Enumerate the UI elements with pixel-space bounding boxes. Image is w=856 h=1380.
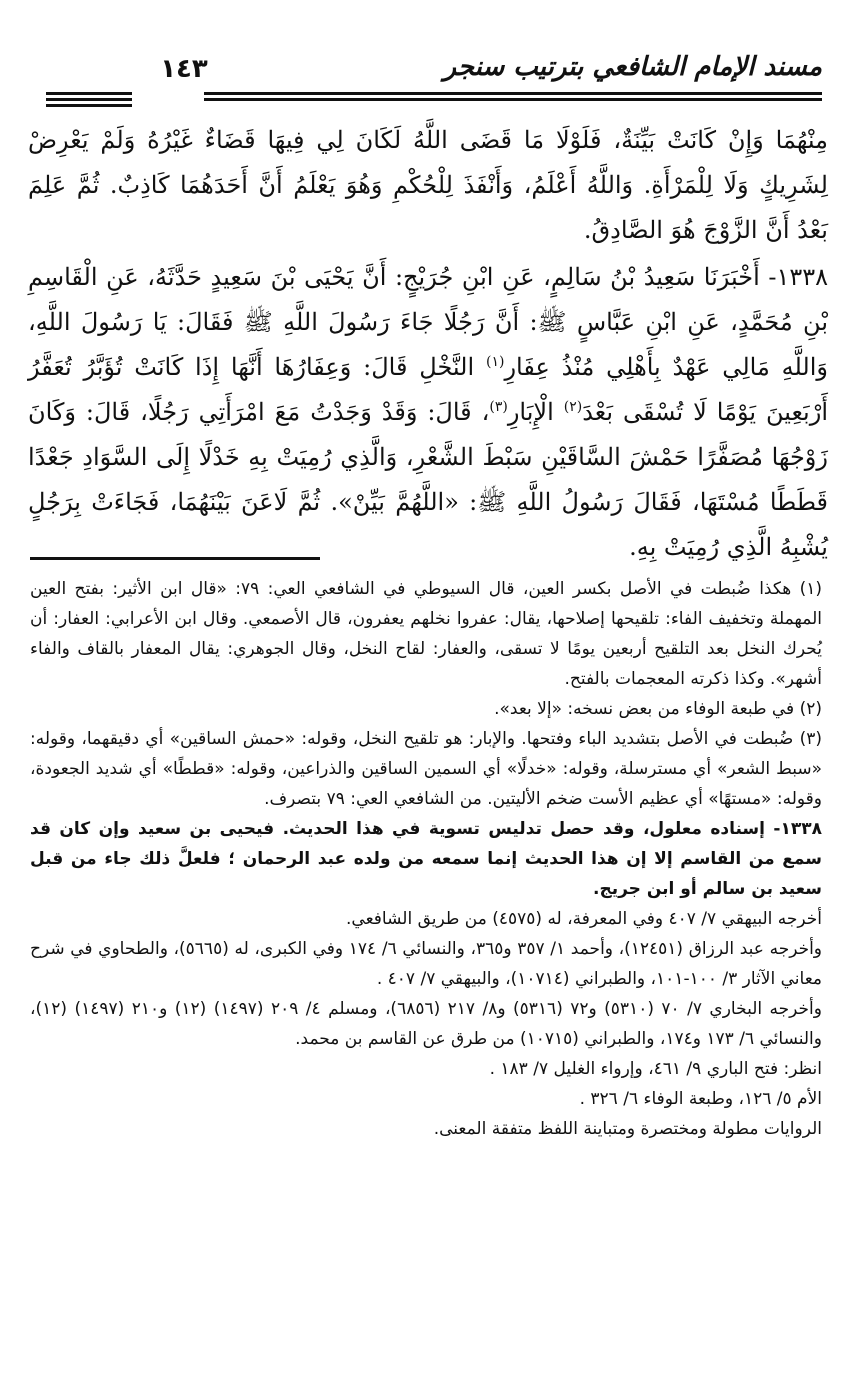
main-paragraph-1: مِنْهُمَا وَإِنْ كَانَتْ بَيِّنَةٌ، فَلَوْلَا مَا قَضَى اللَّهُ لَكَانَ لِي فِيهَا قَضَاءٌ غَيْرُهُ وَلَمْ يَعْرِضْ لِشَرِيكٍ وَلَا لِلْمَرْأَةِ. وَاللَّهُ أَعْلَمُ، وَأَنْفَذَ لِلْحُكْمِ وَهُوَ يَعْلَمُ أَنَّ أَحَدَهُمَا كَاذِبٌ. ثُمَّ عَلِمَ بَعْدُ أَنَّ الزَّوْجَ هُوَ الصَّادِقُ.: [28, 126, 829, 244]
footnote-3: (٣) ضُبطت في الأصل بتشديد الباء وفتحها. والإبار: هو تلقيح النخل، وقوله: «حمش الساقين» أي دقيقهما، وقوله: «سبط الشعر» أي مسترسلة، وقوله: «خدلًا» أي السمين الساقين والذراعين، وقوله: «قططًا» أي شديد الجعودة، وقوله: «مستهًا» أي عظيم الأست ضخم الأليتين. من الشافعي العي: ٧٩ بتصرف.: [30, 729, 822, 809]
footnotes: [30, 574, 822, 1144]
footnote-ref-2: (٢): [563, 399, 583, 415]
page-header: [36, 48, 822, 106]
header-rule: [204, 92, 822, 95]
hadith-text: ، قَالَ: وَقَدْ وَجَدْتُ مَعَ امْرَأَتِي رَجُلًا، قَالَ: وَكَانَ زَوْجُهَا مُصَفَّرًا حَمْشَ السَّاقَيْنِ سَبْطَ الشَّعْرِ، وَالَّذِي رُمِيَتْ بِهِ خَدْلًا إِلَى السَّوَادِ جَعْدًا قَطَطًا مُسْتَهَا، فَقَالَ رَسُولُ اللَّهِ ﷺ: «اللَّهُمَّ بَيِّنْ». ثُمَّ لَاعَنَ بَيْنَهُمَا، فَجَاءَتْ بِرَجُلٍ يُشْبِهُ الَّذِي رُمِيَتْ بِهِ.: [28, 398, 828, 561]
takhrij-line: وأخرجه البخاري ٧/ ٧٠ (٥٣١٠) و٧٢ (٥٣١٦) و٨/ ٢١٧ (٦٨٥٦)، ومسلم ٤/ ٢٠٩ (١٤٩٧) (١٢) و٢١٠ (١٤٩٧) (١٢)، والنسائي ٦/ ١٧٣ و١٧٤، والطبراني (١٠٧١٥) من طرق عن القاسم بن محمد.: [30, 999, 822, 1049]
book-title: مسند الإمام الشافعي بترتيب سنجر: [443, 52, 822, 82]
takhrij-line: أخرجه البيهقي ٧/ ٤٠٧ وفي المعرفة، له (٤٥٧٥) من طريق الشافعي.: [346, 909, 822, 929]
takhrij-line: وأخرجه عبد الرزاق (١٢٤٥١)، وأحمد ١/ ٣٥٧ و٣٦٥، والنسائي ٦/ ١٧٤ وفي الكبرى، له (٥٦٦٥)، والطحاوي في شرح معاني الآثار ٣/ ١٠٠-١٠١، والطبراني (١٠٧١٤)، والبيهقي ٧/ ٤٠٧ .: [30, 939, 823, 989]
footnote-ref-3: (٣): [489, 399, 508, 415]
takhrij-line: الروايات مطولة ومختصرة ومتباينة اللفظ متفقة المعنى.: [433, 1119, 822, 1139]
takhrij-line: الأم ٥/ ١٢٦، وطبعة الوفاء ٦/ ٣٢٦ .: [579, 1089, 822, 1109]
footnote-2: (٢) في طبعة الوفاء من بعض نسخه: «إلا بعد».: [494, 699, 822, 719]
hadith-1338: [28, 255, 828, 570]
hadith-text: ١٣٣٨- أَخْبَرَنَا سَعِيدُ بْنُ سَالِمٍ، عَنِ ابْنِ جُرَيْجٍ: أَنَّ يَحْيَى بْنَ سَعِيدٍ حَدَّثَهُ، عَنِ الْقَاسِمِ بْنِ مُحَمَّدٍ، عَنِ ابْنِ عَبَّاسٍ ﷺ: أَنَّ رَجُلًا جَاءَ رَسُولَ اللَّهِ ﷺ فَقَالَ: يَا رَسُولَ اللَّهِ، وَاللَّهِ مَالِي عَهْدٌ بِأَهْلِي مُنْذُ عِفَارِ: [28, 263, 828, 381]
footnote-separator: [30, 557, 320, 560]
main-text: [28, 118, 828, 572]
takhrij-heading: ١٣٣٨- إسناده معلول، وقد حصل تدليس تسوية في هذا الحديث. فيحيى بن سعيد وإن كان قد سمع من القاسم إلا إن هذا الحديث إنما سمعه من ولده عبد الرحمان ؛ فلعلَّ ذلك جاء من قبل سعيد بن سالم أو ابن جريج.: [30, 819, 822, 899]
footnote-ref-1: (١): [485, 354, 505, 370]
page-number: ١٤٣: [160, 54, 208, 84]
header-rule: [46, 104, 132, 107]
takhrij-line: انظر: فتح الباري ٩/ ٤٦١، وإرواء الغليل ٧/ ١٨٣ .: [489, 1059, 822, 1079]
header-rule: [46, 92, 132, 95]
hadith-text: النَّخْلِ قَالَ: وَعِفَارُهَا أَنَّهَا إِذَا كَانَتْ تُؤَبَّرُ تُعَفَّرُ أَرْبَعِينَ يَوْمًا لَا تُسْقَى بَعْدَ: [28, 353, 828, 426]
header-rule: [46, 98, 132, 101]
header-rule: [204, 98, 822, 101]
hadith-text: الْإِبَارِ: [507, 398, 564, 426]
footnote-1: (١) هكذا ضُبطت في الأصل بكسر العين، قال السيوطي في الشافعي العي: ٧٩: «قال ابن الأثير: بفتح العين المهملة وتخفيف الفاء: تلقيحها إصلاحها، يقال: عفروا نخلهم يعفرون، قال الأصمعي. وقال ابن الأعرابي: العفار: أن يُحرك النخل بعد التلقيح أربعين يومًا لا تسقى، والعفار: لقاح النخل، وقال الجوهري: يقال المعفار بالقاف والفاء أشهر». وكذا ذكرته المعجمات بالفتح.: [30, 579, 822, 689]
